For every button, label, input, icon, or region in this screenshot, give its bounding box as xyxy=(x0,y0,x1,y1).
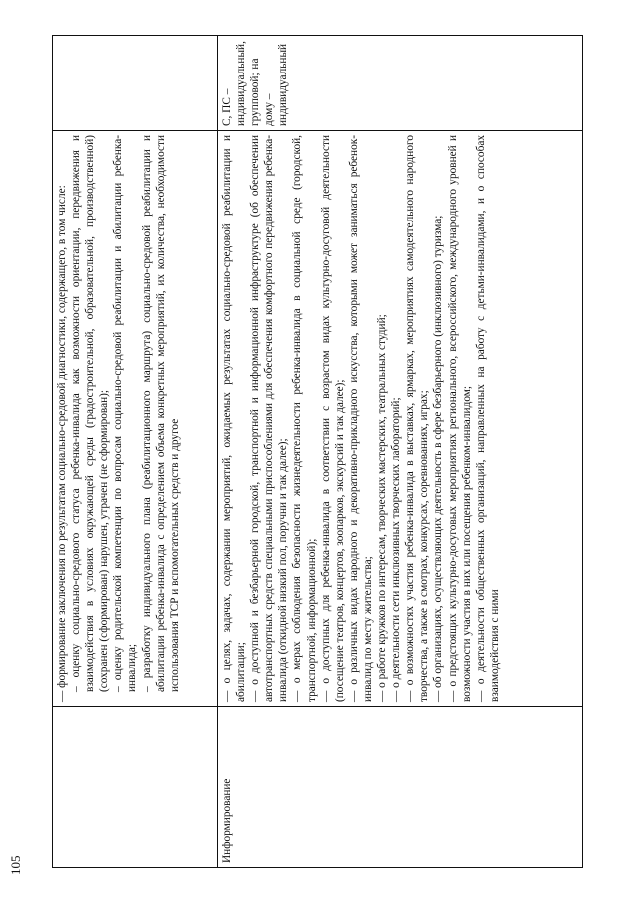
content-item: — о возможностях участия ребенка-инвалида в выставках, ярмарках, мероприятиях самодеятельного народного творчества, а также в смотрах, конкурсах, соревнованиях, играх; xyxy=(404,135,431,702)
row-label: Информирование xyxy=(218,707,583,868)
content-intro: — формирование заключения по результатам социально-средовой диагностики, содержащего, в том числе: xyxy=(56,185,68,702)
content-item: – оценку социально-средового статуса ребенка-инвалида как возможности ориентации, передвижения и взаимодействия в условиях окружающей среды (градостроительной, образовательной, производственной) (сохранен (сформирован) нарушен, утрачен (не сформирован); xyxy=(70,135,111,692)
row-label xyxy=(53,707,218,868)
content-item: – оценку родительской компетенции по вопросам социально-средовой реабилитации и абилитации ребенка-инвалида; xyxy=(112,135,139,692)
row-forms: С, ПС – индивидуальный, групповой; на дому – индивидуальный xyxy=(218,36,583,131)
content-item: — о мерах соблюдения безопасности жизнедеятельности ребенка-инвалида в социальной среде (городской, транспортной, информационной); xyxy=(291,135,318,702)
services-table xyxy=(52,35,583,868)
content-item: — о различных видах народного и декоративно-прикладного искусства, которыми может заниматься ребенок-инвалид по месту жительства; xyxy=(347,135,374,702)
page-number: 105 xyxy=(8,855,23,875)
row-forms xyxy=(53,36,218,131)
content-item: — о целях, задачах, содержании мероприятий, ожидаемых результатах социально-средовой реабилитации и абилитации; xyxy=(221,135,248,702)
table-row xyxy=(218,36,583,868)
row-content xyxy=(53,131,218,707)
rotated-content xyxy=(8,35,583,875)
content-item: — о деятельности сети инклюзивных творческих лабораторий; xyxy=(390,397,403,702)
content-item: — о предстоящих культурно-досуговых мероприятиях регионального, всероссийского, международного уровней и возможности участия в них или посещения ребенком-инвалидом; xyxy=(446,135,473,702)
content-item: — о деятельности общественных организаций, направленных на работу с детьми-инвалидами, и о способах взаимодействия с ними xyxy=(474,135,501,702)
content-item: — о доступных для ребенка-инвалида в соответствии с возрастом видах культурно-досуговой деятельности (посещение театров, концертов, зоопарков, экскурсий и так далее); xyxy=(319,135,346,702)
row-content xyxy=(218,131,583,707)
content-item: — о работе кружков по интересам, творческих мастерских, театральных студий; xyxy=(376,314,389,702)
content-item: — о доступной и безбарьерной городской, транспортной и информационной инфраструктуре (об обеспечении автотранспортных средств специальными приспособлениями для обеспечения комфортного передвижения ребенка-инвалида (откидной низкий пол, поручни и так далее); xyxy=(249,135,290,702)
content-item: – разработку индивидуального плана (реабилитационного маршрута) социально-средовой реабилитации и абилитации ребенка-инвалида с определением объема конкретных мероприятий, их количества, необходимости использования ТСР и вспомогательных средств и другое xyxy=(140,135,181,692)
table-row xyxy=(53,36,218,868)
content-item: — об организациях, осуществляющих деятельность в сфере безбарьерного (инклюзивного) туризма; xyxy=(432,215,445,702)
